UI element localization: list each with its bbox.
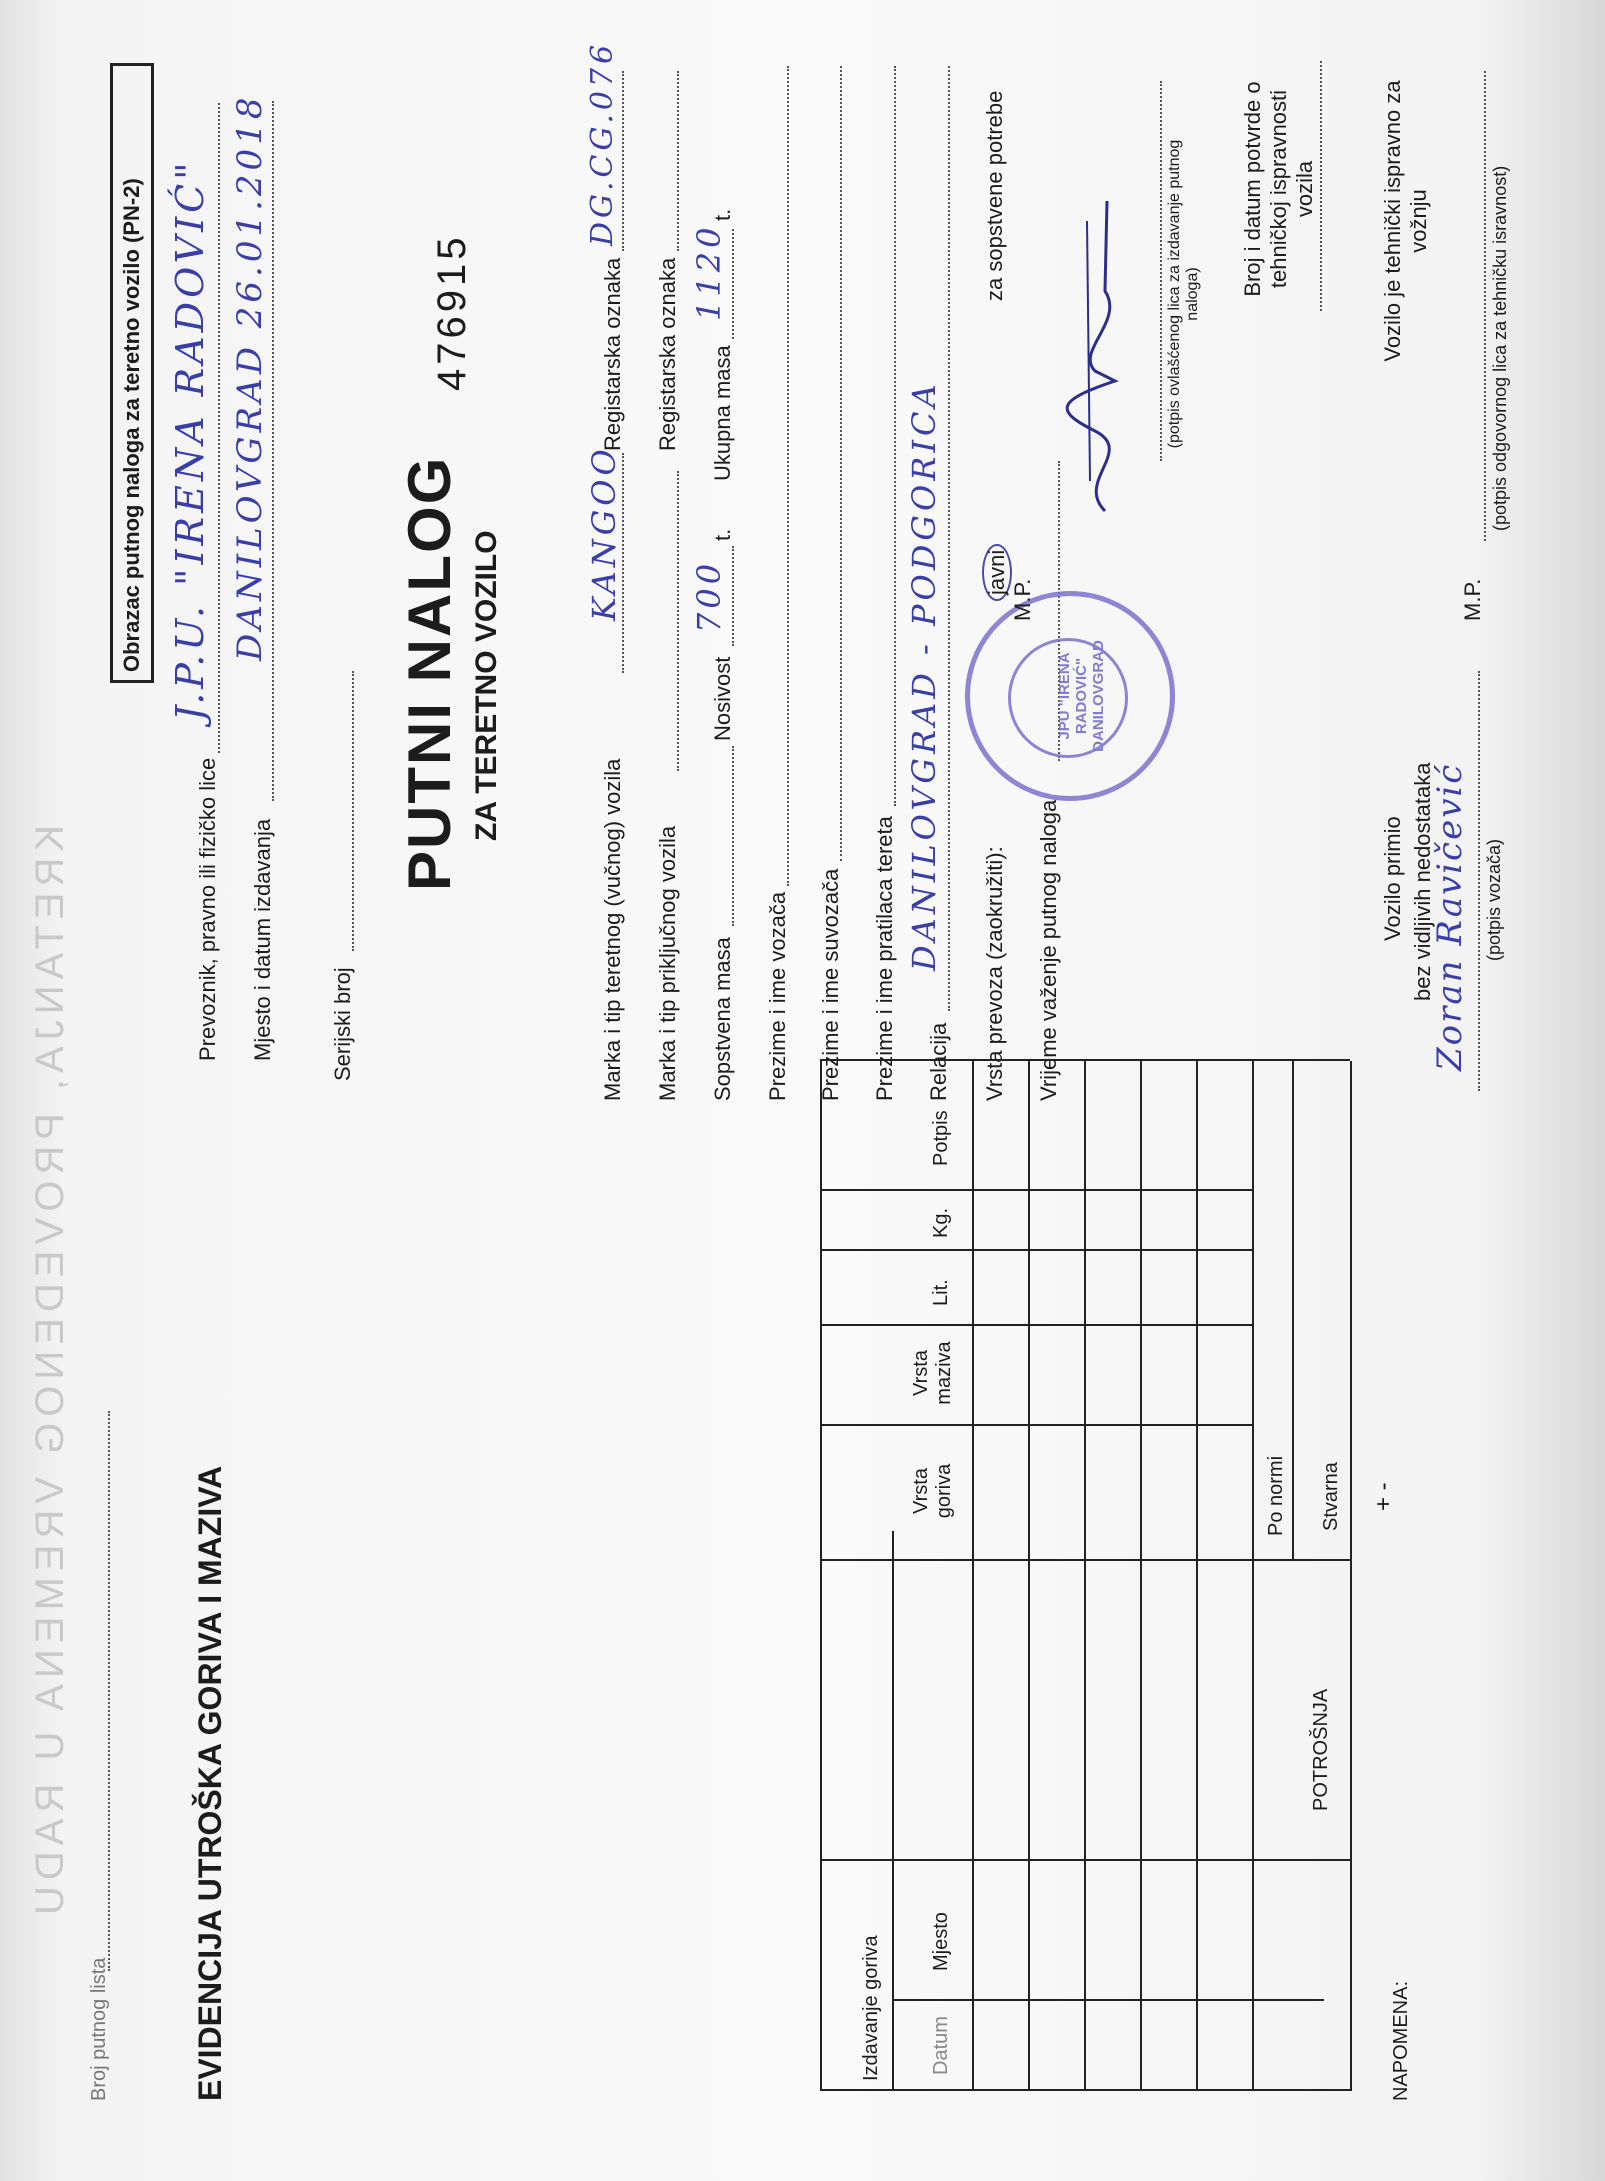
relation-value: DANILOVGRAD - PODGORICA: [905, 380, 943, 971]
fuel-table-row-line: [1140, 1061, 1142, 2091]
fuel-table-row-line: [1028, 1061, 1030, 2091]
capacity-unit: t.: [710, 528, 735, 541]
capacity-value: 700: [690, 559, 728, 633]
total-mass-value: 1120: [690, 223, 728, 321]
issue-fuel-header: Izdavanje goriva: [860, 1935, 882, 2081]
own-mass-line: [732, 746, 734, 926]
fuel-table-row-line: [1252, 1061, 1254, 2091]
received-line1: Vozilo primio: [1380, 816, 1405, 941]
by-norm-label: Po normi: [1265, 1455, 1287, 1536]
serial-label: Serijski broj: [330, 967, 355, 1081]
plus-minus-label: + -: [1370, 1482, 1397, 1511]
trailer-make-line: [677, 471, 679, 771]
driver-sig-caption: (potpis vozača): [1484, 838, 1504, 961]
capacity-line: [732, 546, 734, 646]
fuel-table-row-line: [972, 1061, 974, 2091]
transport-type-label: Vrsta prevoza (zaokružiti):: [982, 846, 1007, 1101]
authorized-signature: [1035, 191, 1145, 521]
col-lit-header: Lit.: [930, 1279, 952, 1306]
fuel-table-col-line: [820, 1249, 1252, 1251]
authorized-signature-scribble: [1035, 191, 1145, 521]
tech-sig-line: [1484, 71, 1486, 541]
carrier-label: Prevoznik, pravno ili fizičko lice: [195, 757, 220, 1061]
consumption-label: POTROŠNJA: [1310, 1688, 1332, 1811]
tech-number-date: Broj i datum potvrde o tehničkoj ispravnosti vozila: [1240, 81, 1317, 297]
top-label-line: [108, 1411, 110, 1971]
relation-line: [948, 66, 950, 1011]
total-mass-line: [732, 229, 734, 339]
tech-mp-label: M.P.: [1460, 578, 1485, 621]
vehicle-reg-label: Registarska oznaka: [600, 257, 625, 451]
authorized-sig-line: [1160, 81, 1162, 461]
codriver-label: Prezime i ime suvozača: [818, 868, 843, 1101]
fuel-section-title: EVIDENCIJA UTROŠKA GORIVA I MAZIVA: [192, 1465, 228, 2101]
driver-signature: Zoran Ravičević: [1430, 762, 1470, 1071]
authorized-sig-caption: (potpis ovlašćenog lica za izdavanje putnog naloga): [1166, 139, 1201, 449]
escort-line: [894, 66, 896, 806]
fuel-table-col-line: [820, 1859, 1350, 1861]
top-label: Broj putnog lista: [88, 1957, 110, 2101]
fuel-table-row-line: [1084, 1061, 1086, 2091]
stamp-mp-label: M.P.: [1010, 578, 1035, 621]
driver-label: Prezime i ime vozača: [765, 891, 790, 1101]
fuel-table-row-line: [1196, 1061, 1198, 2091]
stamp-text: JPU "IRENA RADOVIĆ" DANILOVGRAD: [1056, 640, 1107, 752]
validity-label: Vrijeme važenje putnog naloga: [1036, 799, 1061, 1101]
trailer-make-label: Marka i tip priključnog vozila: [655, 825, 680, 1101]
transport-option-public: javni: [982, 544, 1012, 601]
col-signature-header: Potpis: [930, 1110, 952, 1166]
relation-label: Relacija: [926, 1022, 951, 1101]
driver-line: [787, 66, 789, 886]
tech-number-line: [1320, 61, 1322, 311]
capacity-label: Nosivost: [710, 656, 735, 741]
escort-label: Prezime i ime pratilaca tereta: [872, 816, 897, 1101]
trailer-reg-label: Registarska oznaka: [655, 257, 680, 451]
page-title: PUTNI NALOG: [396, 455, 463, 891]
total-mass-label: Ukupna masa: [710, 345, 735, 481]
received-line2: bez vidljivih nedostataka: [1410, 762, 1435, 1001]
col-date-header: Datum: [930, 2016, 952, 2075]
vehicle-reg-line: [622, 71, 624, 251]
fuel-table-row-line: [1292, 1061, 1294, 1561]
tech-ok-text: Vozilo je tehnički ispravno za vožnju: [1380, 80, 1431, 362]
col-kg-header: Kg.: [930, 1207, 952, 1238]
driver-sig-line: [1478, 671, 1480, 1091]
place-date-value: DANILOVGRAD 26.01.2018: [230, 93, 270, 661]
own-mass-label: Sopstvena masa: [710, 937, 735, 1101]
page-subtitle: ZA TERETNO VOZILO: [470, 530, 503, 841]
fuel-table: [820, 1061, 1397, 2091]
round-stamp: [965, 591, 1175, 801]
fuel-table-col-line: [820, 1424, 1252, 1426]
fuel-table-right-border: [820, 1059, 1350, 1061]
vehicle-make-label: Marka i tip teretnog (vučnog) vozila: [600, 758, 625, 1101]
form-code-box: [110, 63, 154, 683]
carrier-value: J.P.U. "IRENA RADOVIĆ": [168, 158, 212, 721]
codriver-line: [840, 66, 842, 861]
fuel-table-col-line: [820, 1189, 1252, 1191]
fuel-table-col-line: [820, 1559, 1350, 1561]
place-date-label: Mjesto i datum izdavanja: [250, 818, 275, 1061]
place-date-line: [272, 101, 274, 801]
fuel-table-col-line: [892, 1999, 1324, 2001]
vehicle-reg-value: DG.CG.076: [585, 40, 620, 246]
transport-option-own: za sopstvene potrebe: [982, 90, 1007, 301]
actual-label: Stvarna: [1320, 1462, 1342, 1531]
fuel-table-left-border: [820, 2089, 1350, 2091]
form-code-text: Obrazac putnog naloga za teretno vozilo (PN-2): [119, 178, 144, 672]
fuel-table-border-top: [820, 1061, 822, 2091]
col-place-header: Mjesto: [930, 1912, 952, 1971]
fuel-table-col-line: [820, 1324, 1252, 1326]
vehicle-make-value: KANGOO: [585, 445, 623, 621]
fuel-table-row-line: [892, 1531, 894, 2091]
show-through-title: KRETANJA, PROVEDENOG VREMENA U RADU: [28, 824, 72, 1921]
total-mass-unit: t.: [710, 208, 735, 221]
fuel-table-border-bottom: [1350, 1061, 1352, 2091]
col-fuel-type-header: Vrsta goriva: [910, 1463, 955, 1519]
trailer-reg-line: [677, 71, 679, 251]
serial-number: 476915: [430, 233, 474, 391]
serial-line: [352, 671, 354, 951]
tech-sig-caption: (potpis odgovornog lica za tehničku isravnost): [1490, 165, 1510, 531]
napomena-label: NAPOMENA:: [1390, 1980, 1412, 2101]
carrier-line: [218, 103, 220, 753]
col-lub-type-header: Vrsta maziva: [910, 1341, 955, 1405]
